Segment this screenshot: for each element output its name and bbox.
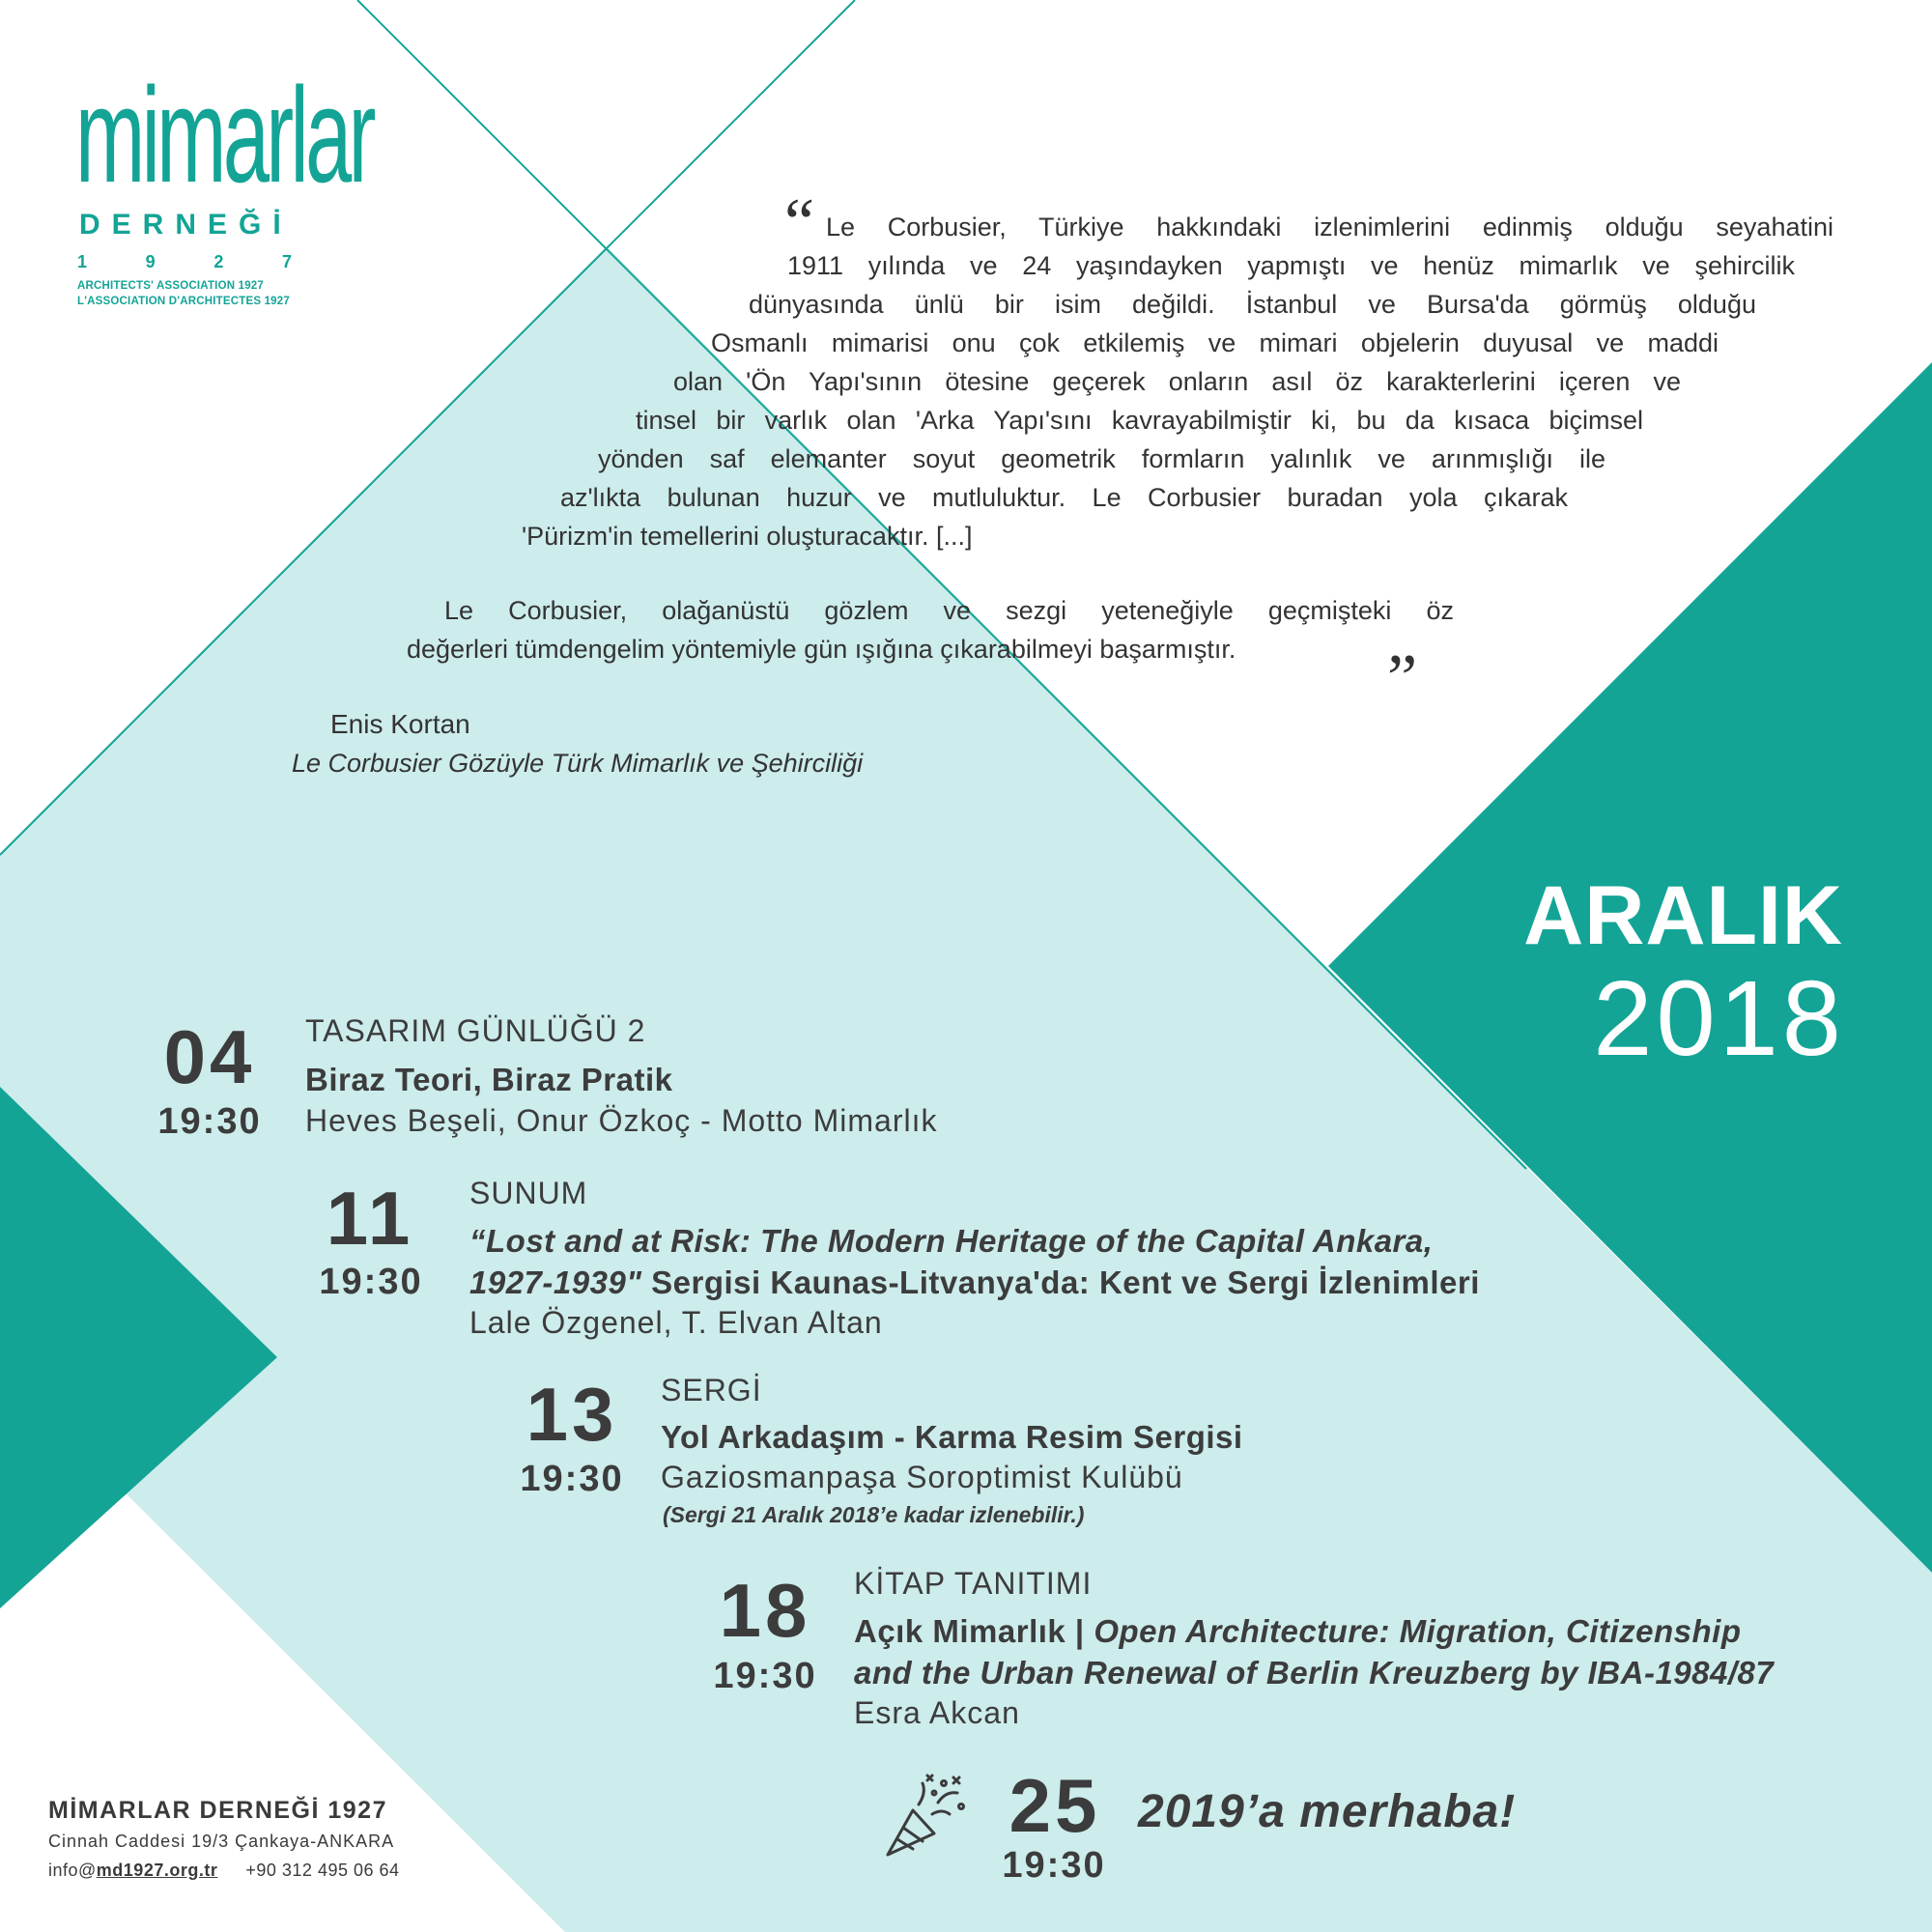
- logo-dernegi: DERNEĞİ: [79, 209, 293, 241]
- quote-line: 1911 yılında ve 24 yaşındayken yapmıştı ve henüz mimarlık ve şehircilik: [787, 251, 1795, 280]
- event-type: SERGİ: [661, 1373, 762, 1407]
- quote-line: olan 'Ön Yapı'sının ötesine geçerek onların asıl öz karakterlerini içeren ve: [673, 367, 1681, 396]
- event-person: Esra Akcan: [854, 1695, 1020, 1730]
- event-time: 19:30: [1002, 1845, 1106, 1886]
- logo-year-digit: 2: [213, 252, 224, 271]
- event-time: 19:30: [319, 1262, 423, 1302]
- event-day: 18: [719, 1568, 811, 1653]
- footer-email-prefix: info@: [48, 1861, 97, 1880]
- event-title-plain: Açık Mimarlık |: [854, 1613, 1094, 1649]
- event-note: (Sergi 21 Aralık 2018’e kadar izlenebilir.): [663, 1502, 1085, 1527]
- party-popper-icon: [874, 1766, 971, 1862]
- footer-org-name: MİMARLAR DERNEĞİ 1927: [48, 1797, 387, 1824]
- event-day: 25: [1009, 1763, 1101, 1848]
- event-person: Heves Beşeli, Onur Özkoç - Motto Mimarlık: [305, 1103, 938, 1138]
- logo-year: [77, 253, 292, 270]
- event-time: 19:30: [157, 1101, 262, 1142]
- event-title: [854, 1610, 1742, 1652]
- quote-line: tinsel bir varlık olan 'Arka Yapı'sını kavrayabilmiştir ki, bu da kısaca biçimsel: [636, 406, 1643, 435]
- event-title: [469, 1262, 1480, 1303]
- month-year: 2018: [1593, 959, 1845, 1078]
- event-day: 04: [163, 1014, 256, 1099]
- quote-line: değerleri tümdengelim yöntemiyle gün ışığına çıkarabilmeyi başarmıştır.: [407, 635, 1236, 664]
- event-type: TASARIM GÜNLÜĞÜ 2: [305, 1013, 646, 1048]
- footer-address: Cinnah Caddesi 19/3 Çankaya-ANKARA: [48, 1832, 395, 1851]
- quote-line: dünyasında ünlü bir isim değildi. İstanbul ve Bursa'da görmüş olduğu: [749, 290, 1756, 319]
- event-person: Gaziosmanpaşa Soroptimist Kulübü: [661, 1460, 1183, 1494]
- event-day: 11: [326, 1176, 414, 1261]
- quote-book-title: Le Corbusier Gözüyle Türk Mimarlık ve Şehirciliği: [292, 749, 864, 778]
- quote-line: Osmanlı mimarisi onu çok etkilemiş ve mimari objelerin duyusal ve maddi: [711, 328, 1719, 357]
- event-title: 2019’a merhaba!: [1138, 1786, 1517, 1837]
- event-time: 19:30: [713, 1656, 817, 1696]
- quote-open-mark: “: [784, 185, 815, 260]
- event-title: Yol Arkadaşım - Karma Resim Sergisi: [661, 1419, 1243, 1455]
- logo-year-digit: 9: [145, 252, 156, 271]
- footer-website-link[interactable]: md1927.org.tr: [96, 1861, 218, 1880]
- event-time: 19:30: [520, 1459, 624, 1499]
- quote-close-mark: ”: [1387, 641, 1418, 716]
- event-day: 13: [526, 1372, 618, 1457]
- logo-year-digit: 7: [281, 252, 292, 271]
- event-type: KİTAP TANITIMI: [854, 1566, 1093, 1601]
- quote-line: Le Corbusier, olağanüstü gözlem ve sezgi yeteneğiyle geçmişteki öz: [444, 596, 1454, 625]
- quote-line: yönden saf elemanter soyut geometrik formların yalınlık ve arınmışlığı ile: [598, 444, 1605, 473]
- event-title: Biraz Teori, Biraz Pratik: [305, 1062, 673, 1097]
- event-person: Lale Özgenel, T. Elvan Altan: [469, 1305, 883, 1340]
- month-name: ARALIK: [1523, 869, 1843, 962]
- quote-line: Le Corbusier, Türkiye hakkındaki izlenimlerini edinmiş olduğu seyahatini: [826, 213, 1833, 242]
- event-title-italic: 1927-1939": [469, 1264, 642, 1300]
- logo-wordmark: mimarlar: [75, 59, 373, 211]
- logo-subtitle-fr: L'ASSOCIATION D'ARCHITECTES 1927: [77, 296, 290, 307]
- event-title: [469, 1220, 1433, 1262]
- event-title-italic: “Lost and at Risk: The Modern Heritage of the Capital Ankara,: [469, 1223, 1434, 1259]
- event-title-rest: Sergisi Kaunas-Litvanya'da: Kent ve Sergi İzlenimleri: [641, 1264, 1480, 1300]
- event-title-italic: and the Urban Renewal of Berlin Kreuzberg by IBA-1984/87: [854, 1655, 1775, 1690]
- footer-contact: [48, 1861, 400, 1881]
- event-title: [854, 1652, 1774, 1693]
- footer-phone: +90 312 495 06 64: [245, 1861, 400, 1880]
- event-type: SUNUM: [469, 1176, 588, 1210]
- logo-subtitle-en: ARCHITECTS' ASSOCIATION 1927: [77, 280, 265, 292]
- logo-year-digit: 1: [77, 252, 88, 271]
- quote-line: az'lıkta bulunan huzur ve mutluluktur. Le Corbusier buradan yola çıkarak: [560, 483, 1568, 512]
- event-title-italic: Open Architecture: Migration, Citizenship: [1094, 1613, 1742, 1649]
- quote-author: Enis Kortan: [330, 709, 470, 739]
- quote-line: 'Pürizm'in temellerini oluşturacaktır. [...]: [522, 522, 973, 551]
